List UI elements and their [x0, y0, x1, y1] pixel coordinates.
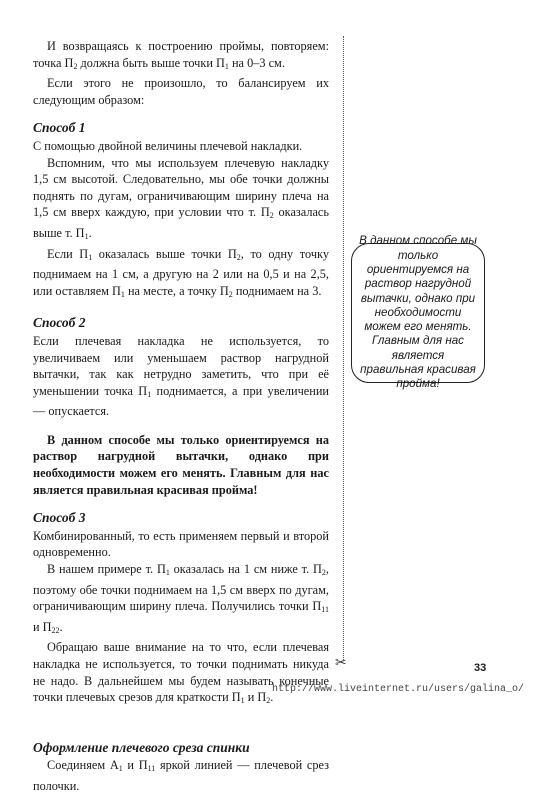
subscript: 1	[84, 231, 89, 241]
subscript: 2	[236, 252, 241, 262]
intro-paragraph-2: Если этого не произошло, то балансируем их следующим образом:	[33, 76, 329, 107]
sidebar-callout	[351, 234, 485, 391]
method-2-heading: Способ 2	[33, 315, 86, 331]
section-paragraph-1	[33, 757, 329, 794]
method-1-heading: Способ 1	[33, 120, 86, 136]
subscript: 11	[321, 605, 329, 615]
subscript: 1	[118, 764, 123, 774]
method-2-bold-note: В данном способе мы только ориентируемся на раствор нагрудной вытачки, однако при необходимости можем его менять. Главным для нас является правильная красивая пройма!	[33, 432, 329, 497]
text-run: И возвращаясь к построению проймы, повторяем: точка П	[33, 39, 329, 70]
subscript: 2	[228, 289, 233, 299]
subscript: 2	[266, 696, 271, 706]
text-run: поднимаем на 3.	[232, 283, 322, 298]
method-3-heading: Способ 3	[33, 510, 86, 526]
text-run: должна быть выше точки П	[77, 55, 225, 70]
subscript: 2	[269, 211, 274, 221]
method-1-paragraph-3	[33, 246, 329, 304]
text-run: на месте, а точку П	[124, 283, 229, 298]
method-1-paragraph-1: С помощью двойной величины плечевой накладки.	[33, 138, 303, 153]
subscript: 1	[165, 568, 170, 578]
subscript: 1	[120, 289, 125, 299]
method-1-paragraph-2	[33, 155, 329, 246]
text-run: оказалась выше точки П	[92, 246, 237, 261]
text-run: , то одну точку поднимаем на 1 см, а другую на 2 или на 0,5 и на 2,5, или оставляем П	[33, 246, 329, 298]
text-run: В нашем примере т. П	[47, 562, 166, 577]
text-run: и П	[33, 619, 52, 634]
text-run: и П	[122, 758, 148, 773]
text-run: , поэтому обе точки поднимаем на 1,5 см вверх по дугам, ограничивающим ширину плеча. Получились точки П	[33, 562, 329, 614]
text-run: .	[59, 619, 63, 634]
sidebar-callout-text: В данном способе мы только ориентируемся на раствор нагрудной вытачки, однако при необходимости можем его менять. Главным для нас является правильная красивая пройма!	[359, 234, 477, 391]
text-run: поднимается, а при увеличении — опускается.	[33, 383, 329, 419]
text-run: .	[88, 225, 92, 240]
text-run: Соединяем А	[47, 758, 119, 773]
subscript: 1	[240, 696, 245, 706]
dotted-cut-line	[343, 36, 344, 660]
text-run: оказалась на 1 см ниже т. П	[169, 562, 322, 577]
text-run: .	[270, 690, 274, 705]
subscript: 2	[321, 568, 326, 578]
scissors-icon: ✂	[335, 655, 347, 671]
page-number: 33	[474, 662, 487, 674]
intro-paragraph-1	[33, 38, 329, 75]
subscript: 11	[147, 764, 156, 774]
watermark-url: http://www.liveinternet.ru/users/galina_o/	[272, 684, 525, 695]
method-3-paragraph-2	[33, 561, 329, 639]
subscript: 1	[224, 61, 229, 71]
subscript: 1	[147, 389, 152, 399]
method-3-paragraph-1: Комбинированный, то есть применяем первый и второй одновременно.	[33, 528, 329, 560]
text-run: и П	[244, 690, 267, 705]
text-run: Вспомним, что мы используем плечевую накладку 1,5 см высотой. Следовательно, мы обе точки должны поднять по дугам, ограничивающим ширину плеча на 1,5 см вверх каждую, при условии что т. П	[33, 155, 329, 220]
subscript: 22	[51, 625, 60, 635]
method-3-paragraph-3	[33, 639, 329, 709]
text-run: оказалась выше т. П	[33, 205, 329, 240]
text-run: Если П	[47, 246, 89, 261]
section-spacer	[33, 710, 329, 728]
text-run: яркой линией — плечевой срез полочки.	[33, 758, 329, 793]
subscript: 1	[88, 252, 93, 262]
text-run: на 0–3 см.	[228, 55, 285, 70]
text-run: Если плечевая накладка не используется, то увеличиваем или уменьшаем раствор нагрудной вытачки, так как нетрудно заметить, что при её уменьшении точка П	[33, 333, 329, 398]
section-heading: Оформление плечевого среза спинки	[33, 739, 250, 755]
method-2-paragraph-1	[33, 333, 329, 420]
subscript: 2	[73, 61, 78, 71]
main-text-column	[33, 38, 329, 795]
text-run: Обращаю ваше внимание на то что, если плечевая накладка не используется, то точки поднимать никуда не надо. В дальнейшем мы будем называть конечные точки плечевых срезов для краткости П	[33, 640, 329, 705]
